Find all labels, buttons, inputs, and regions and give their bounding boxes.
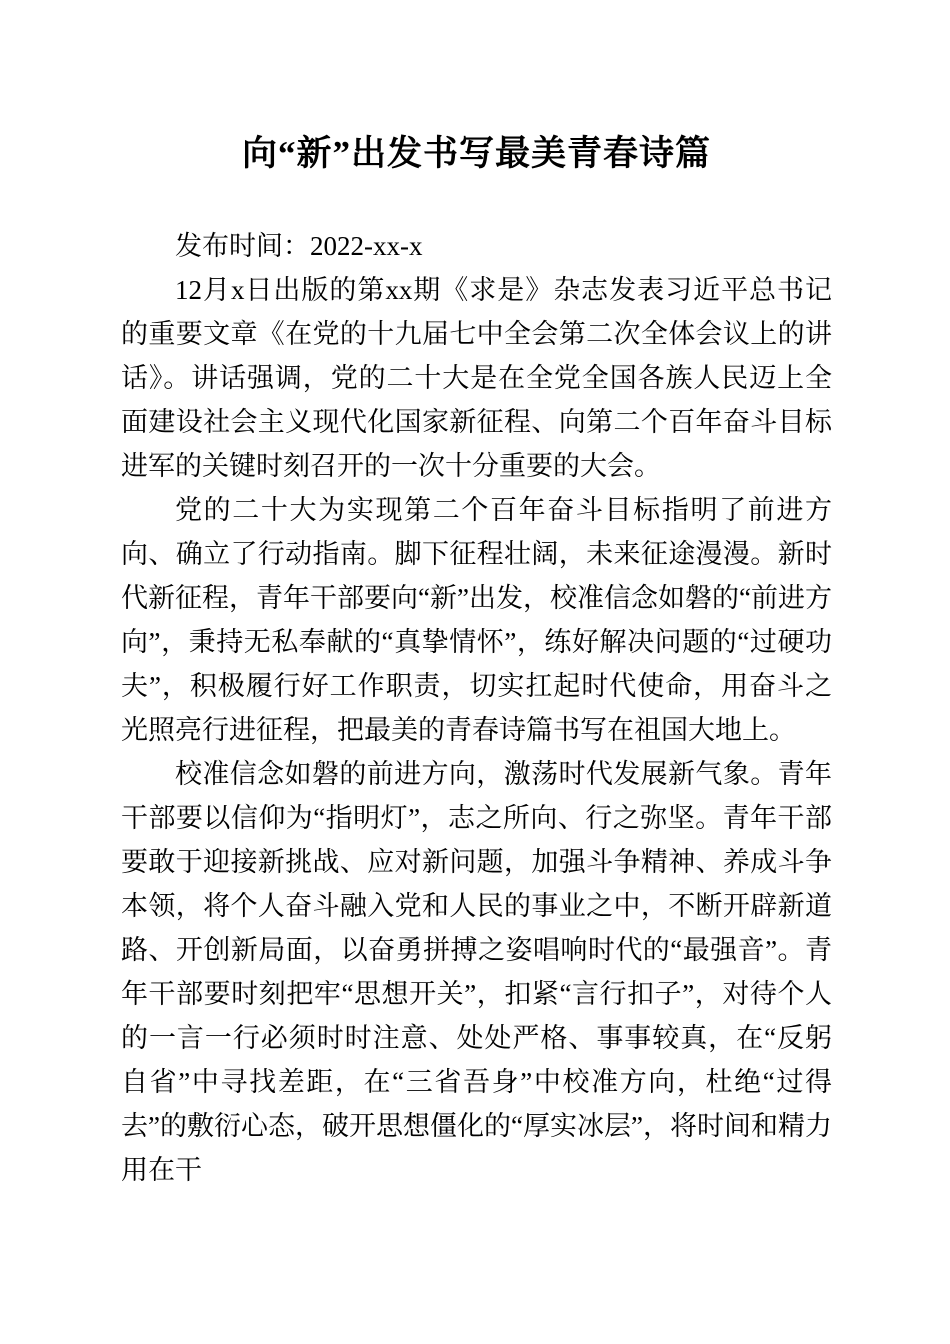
publish-date: 发布时间：2022-xx-x	[175, 231, 423, 261]
paragraph-2: 党的二十大为实现第二个百年奋斗目标指明了前进方向、确立了行动指南。脚下征程壮阔，未来征途漫漫。新时代新征程，青年干部要向“新”出发，校准信念如磐的“前进方向”，秉持无私奉献的“真挚情怀”，练好解决问题的“过硬功夫”，积极履行好工作职责，切实扛起时代使命，用奋斗之光照亮行进征程，把最美的青春诗篇书写在祖国大地上。	[121, 495, 832, 745]
paragraph-3: 校准信念如磐的前进方向，激荡时代发展新气象。青年干部要以信仰为“指明灯”，志之所向、行之弥坚。青年干部要敢于迎接新挑战、应对新问题，加强斗争精神、养成斗争本领，将个人奋斗融入党和人民的事业之中，不断开辟新道路、开创新局面，以奋勇拼搏之姿唱响时代的“最强音”。青年干部要时刻把牢“思想开关”，扣紧“言行扣子”，对待个人的一言一行必须时时注意、处处严格、事事较真，在“反躬自省”中寻找差距，在“三省吾身”中校准方向，杜绝“过得去”的敷衍心态，破开思想僵化的“厚实冰层”，将时间和精力用在干	[121, 759, 832, 1185]
paragraph-1: 12月x日出版的第xx期《求是》杂志发表习近平总书记的重要文章《在党的十九届七中全会第二次全体会议上的讲话》。讲话强调，党的二十大是在全党全国各族人民迈上全面建设社会主义现代化国家新征程、向第二个百年奋斗目标进军的关键时刻召开的一次十分重要的大会。	[121, 275, 832, 481]
document-title: 向“新”出发书写最美青春诗篇	[241, 134, 711, 173]
